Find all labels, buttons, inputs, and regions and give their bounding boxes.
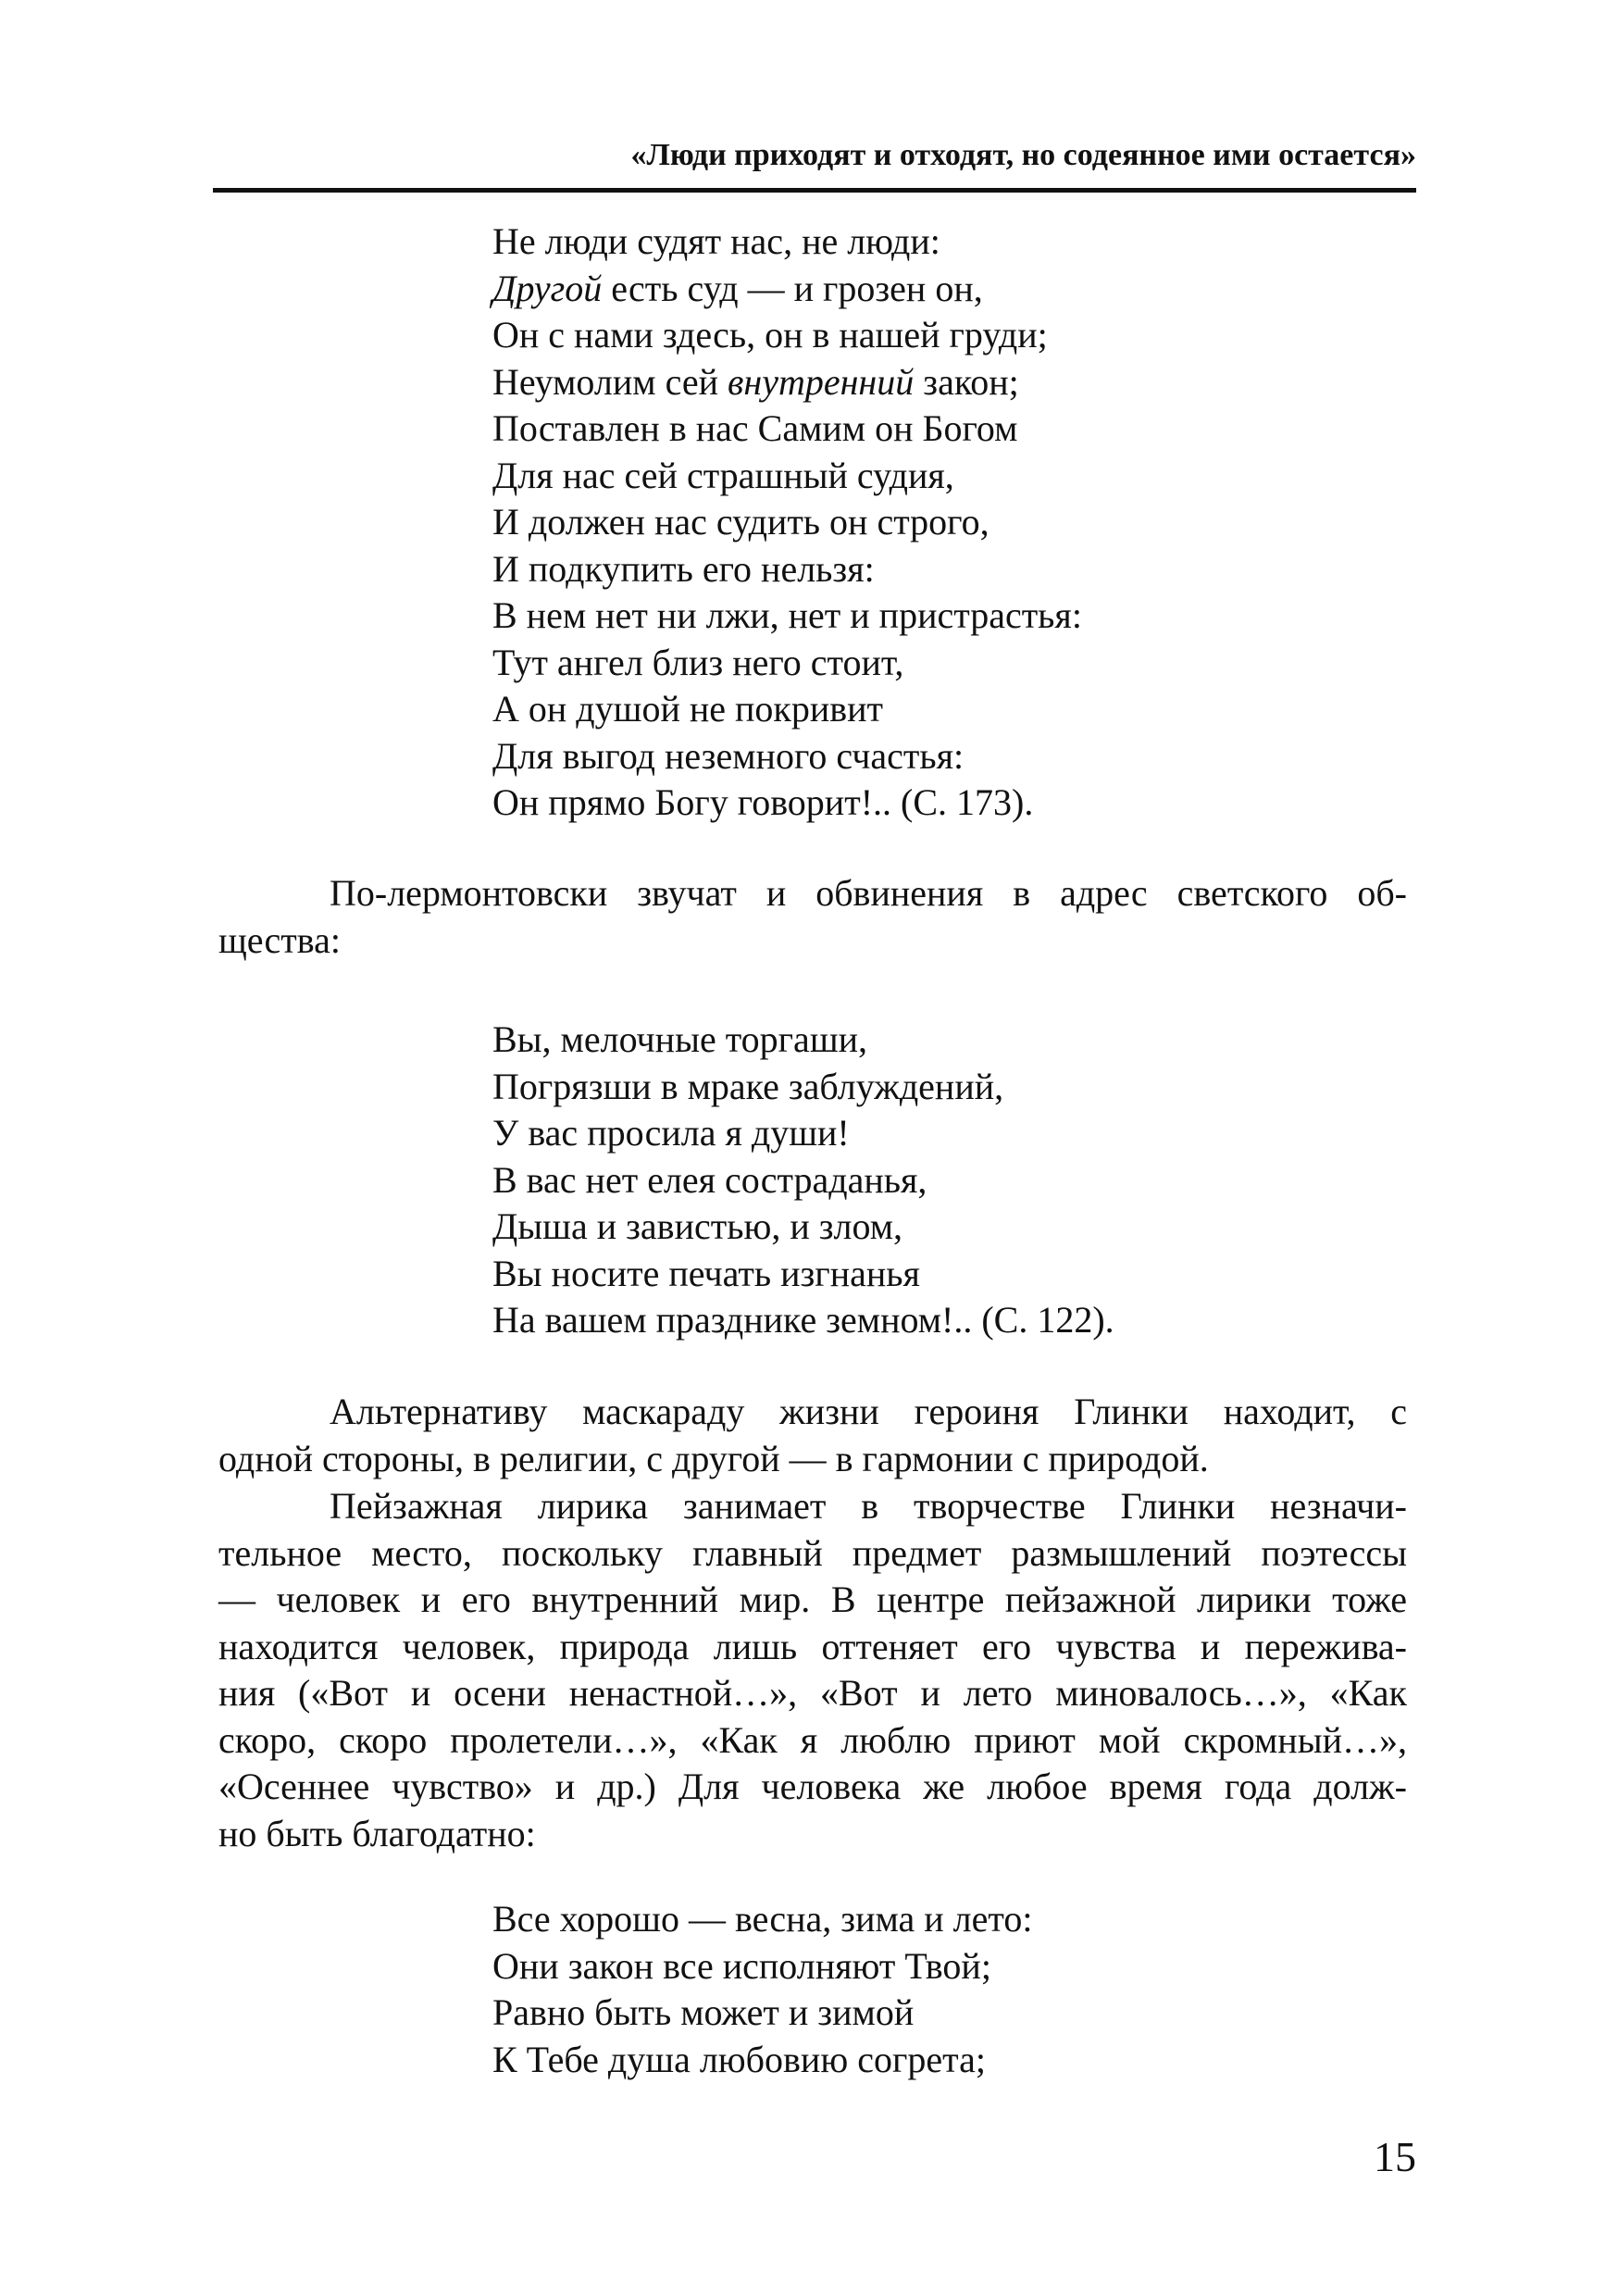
verse-line: Для выгод неземного счастья:	[492, 734, 965, 777]
page-number: 15	[1374, 2133, 1416, 2180]
verse-line: Неумолим сей внутренний закон;	[492, 360, 1019, 403]
paragraph-line: щества:	[218, 918, 342, 961]
paragraph-line: скоро, скоро пролетели…», «Как я люблю приют мой скромный…»,	[218, 1718, 1407, 1761]
verse-line: К Тебе душа любовию согрета;	[492, 2038, 986, 2080]
paragraph-line: одной стороны, в религии, с другой — в гармонии с природой.	[218, 1437, 1209, 1479]
running-header: «Люди приходят и отходят, но содеянное ими остается»	[630, 138, 1416, 172]
verse-line: Погрязши в мраке заблуждений,	[492, 1065, 1004, 1107]
verse-line: Не люди судят нас, не люди:	[492, 220, 940, 262]
verse-line: Равно быть может и зимой	[492, 1991, 915, 2033]
verse-line: Тут ангел близ него стоит,	[492, 641, 904, 683]
paragraph-line: тельное место, поскольку главный предмет размышлений поэтессы	[218, 1531, 1407, 1574]
paragraph-3	[218, 1483, 1407, 1857]
verse-line: Он прямо Богу говорит!.. (С. 173).	[492, 781, 1034, 823]
paragraph-line: По-лермонтовски звучат и обвинения в адрес светского об-	[330, 872, 1407, 914]
paragraph-1	[218, 870, 1407, 964]
paragraph-line: «Осеннее чувство» и др.) Для человека же любое время года долж-	[218, 1766, 1407, 1807]
italic-word: внутренний	[727, 360, 915, 403]
paragraph-line: — человек и его внутренний мир. В центре пейзажной лирики тоже	[218, 1578, 1407, 1620]
verse-line: Вы носите печать изгнанья	[492, 1252, 920, 1294]
verse-line: На вашем празднике земном!.. (С. 122).	[492, 1299, 1114, 1341]
verse-line: А он душой не покривит	[492, 688, 884, 730]
verse-line: Они закон все исполняют Твой;	[492, 1944, 991, 1987]
verse-block-2	[492, 1017, 1114, 1344]
verse-line: Другой есть суд — и грозен он,	[492, 267, 983, 309]
verse-block-1	[492, 218, 1082, 827]
verse-line: Все хорошо — весна, зима и лето:	[492, 1898, 1033, 1940]
paragraph-line: Альтернативу маскараду жизни героиня Глинки находит, с	[330, 1391, 1407, 1432]
verse-line: В нем нет ни лжи, нет и пристрастья:	[492, 594, 1082, 636]
italic-word: Другой	[492, 267, 603, 309]
verse-line: У вас просила я души!	[492, 1112, 850, 1154]
verse-line: И подкупить его нельзя:	[492, 547, 875, 590]
verse-line: В вас нет елея состраданья,	[492, 1158, 927, 1201]
verse-block-3	[492, 1896, 1032, 2083]
verse-line: И должен нас судить он строго,	[492, 501, 989, 543]
paragraph-line: находится человек, природа лишь оттеняет его чувства и пережива-	[218, 1625, 1407, 1667]
verse-line: Поставлен в нас Самим он Богом	[492, 407, 1018, 449]
paragraph-line: но быть благодатно:	[218, 1812, 536, 1854]
verse-line: Для нас сей страшный судия,	[492, 454, 954, 496]
verse-line: Дыша и завистью, и злом,	[492, 1205, 903, 1247]
verse-line: Вы, мелочные торгаши,	[492, 1018, 868, 1060]
header-rule	[213, 188, 1416, 193]
paragraph-line: ния («Вот и осени ненастной…», «Вот и лето миновалось…», «Как	[218, 1672, 1407, 1714]
paragraph-line: Пейзажная лирика занимает в творчестве Глинки незначи-	[330, 1485, 1407, 1527]
paragraph-2	[218, 1389, 1407, 1482]
verse-line: Он с нами здесь, он в нашей груди;	[492, 314, 1048, 356]
